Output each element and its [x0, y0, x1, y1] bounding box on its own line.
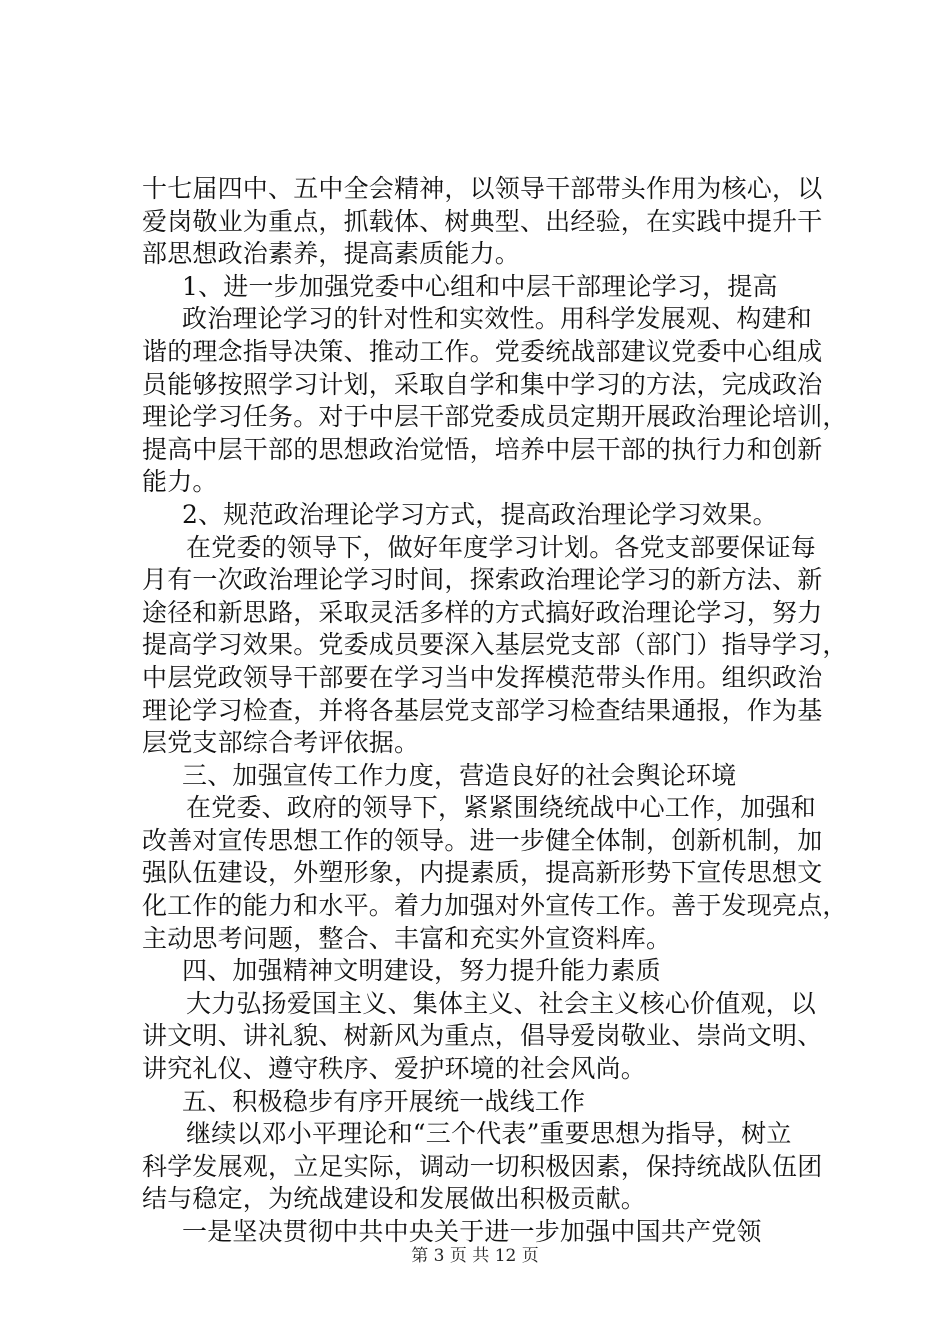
text-line-32: 结与稳定，为统战建设和发展做出积极贡献。	[142, 1184, 647, 1214]
text-line-33: 一是坚决贯彻中共中央关于进一步加强中国共产党领	[182, 1217, 762, 1246]
text-line-18: 层党支部综合考评依据。	[142, 728, 420, 758]
section-heading-1: 1、进一步加强党委中心组和中层干部理论学习，提高	[182, 271, 778, 301]
text-line-27: 讲文明、讲礼貌、树新风为重点，倡导爱岗敬业、崇尚文明、	[142, 1021, 823, 1051]
text-line-9: 提高中层干部的思想政治觉悟，培养中层干部的执行力和创新	[142, 434, 823, 464]
text-line-1: 十七届四中、五中全会精神，以领导干部带头作用为核心，以	[142, 174, 823, 203]
text-line-7: 员能够按照学习计划，采取自学和集中学习的方法，完成政治	[142, 369, 823, 399]
text-line-23: 化工作的能力和水平。着力加强对外宣传工作。善于发现亮点，	[142, 891, 848, 921]
text-line-17: 理论学习检查，并将各基层党支部学习检查结果通报，作为基	[142, 695, 823, 725]
text-line-21: 改善对宣传思想工作的领导。进一步健全体制，创新机制，加	[142, 825, 823, 855]
section-heading-3: 三、加强宣传工作力度，营造良好的社会舆论环境	[182, 760, 737, 790]
text-line-22: 强队伍建设，外塑形象，内提素质，提高新形势下宣传思想文	[142, 858, 823, 888]
text-line-26: 大力弘扬爱国主义、集体主义、社会主义核心价值观，以	[186, 988, 817, 1018]
text-line-12: 在党委的领导下，做好年度学习计划。各党支部要保证每	[186, 532, 817, 562]
text-line-15: 提高学习效果。党委成员要深入基层党支部（部门）指导学习，	[142, 630, 848, 660]
text-line-20: 在党委、政府的领导下，紧紧围绕统战中心工作，加强和	[186, 793, 817, 823]
section-heading-4: 四、加强精神文明建设，努力提升能力素质	[182, 956, 661, 986]
text-line-6: 谐的理念指导决策、推动工作。党委统战部建议党委中心组成	[142, 336, 823, 366]
section-heading-5: 五、积极稳步有序开展统一战线工作	[182, 1086, 586, 1116]
text-line-16: 中层党政领导干部要在学习当中发挥模范带头作用。组织政治	[142, 662, 823, 692]
text-line-13: 月有一次政治理论学习时间，探索政治理论学习的新方法、新	[142, 565, 823, 595]
text-line-3: 部思想政治素养，提高素质能力。	[142, 239, 521, 269]
text-line-2: 爱岗敬业为重点，抓载体、树典型、出经验，在实践中提升干	[142, 206, 823, 236]
document-body	[142, 173, 848, 1249]
section-heading-2: 2、规范政治理论学习方式，提高政治理论学习效果。	[182, 499, 778, 529]
text-line-14: 途径和新思路，采取灵活多样的方式搞好政治理论学习，努力	[142, 597, 823, 627]
text-line-24: 主动思考问题，整合、丰富和充实外宣资料库。	[142, 923, 672, 953]
text-line-10: 能力。	[142, 467, 218, 497]
text-line-30: 继续以邓小平理论和“三个代表”重要思想为指导，树立	[186, 1119, 792, 1149]
text-line-31: 科学发展观，立足实际，调动一切积极因素，保持统战队伍团	[142, 1151, 823, 1181]
page-number-footer: 第 3 页 共 12 页	[411, 1246, 539, 1266]
text-line-5: 政治理论学习的针对性和实效性。用科学发展观、构建和	[182, 304, 813, 334]
text-line-28: 讲究礼仪、遵守秩序、爱护环境的社会风尚。	[142, 1054, 647, 1084]
text-line-8: 理论学习任务。对于中层干部党委成员定期开展政治理论培训，	[142, 402, 848, 432]
